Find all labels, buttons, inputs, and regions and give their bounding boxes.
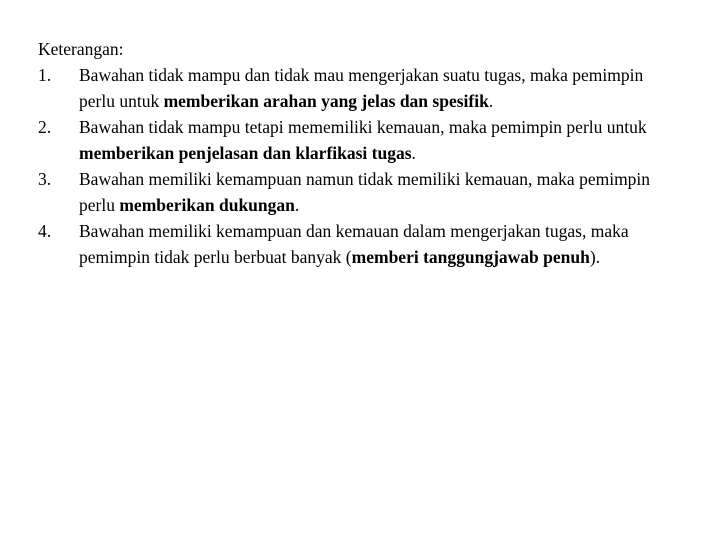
item-number: 4.: [38, 221, 52, 241]
item-emphasis: memberi tanggungjawab penuh: [351, 247, 590, 267]
item-suffix: .: [411, 143, 416, 163]
item-emphasis: memberikan dukungan: [119, 195, 295, 215]
list-item: [38, 166, 670, 218]
item-text: Bawahan tidak mampu dan tidak mau mengerjakan suatu tugas, maka pemimpin perlu untuk: [79, 65, 644, 111]
item-text: Bawahan memiliki kemampuan dan kemauan dalam mengerjakan tugas, maka pemimpin tidak perlu berbuat banyak (: [79, 221, 629, 267]
list-item: [38, 62, 670, 114]
item-emphasis: memberikan arahan yang jelas dan spesifik: [163, 91, 489, 111]
item-number: 3.: [38, 169, 52, 189]
list-item: [38, 218, 670, 270]
item-text: Bawahan memiliki kemampuan namun tidak memiliki kemauan, maka pemimpin perlu: [79, 169, 651, 215]
item-number: 2.: [38, 117, 52, 137]
item-emphasis: memberikan penjelasan dan klarfikasi tugas: [79, 143, 412, 163]
document-body: [38, 36, 670, 270]
item-suffix: .: [488, 91, 494, 111]
guidance-list: [38, 62, 670, 270]
list-item: [38, 114, 670, 166]
item-suffix: .: [294, 195, 300, 215]
item-number: 1.: [38, 65, 52, 85]
heading-keterangan: Keterangan:: [38, 39, 124, 59]
item-suffix: ).: [589, 247, 601, 267]
item-text: Bawahan tidak mampu tetapi mememiliki kemauan, maka pemimpin perlu untuk: [79, 117, 647, 137]
